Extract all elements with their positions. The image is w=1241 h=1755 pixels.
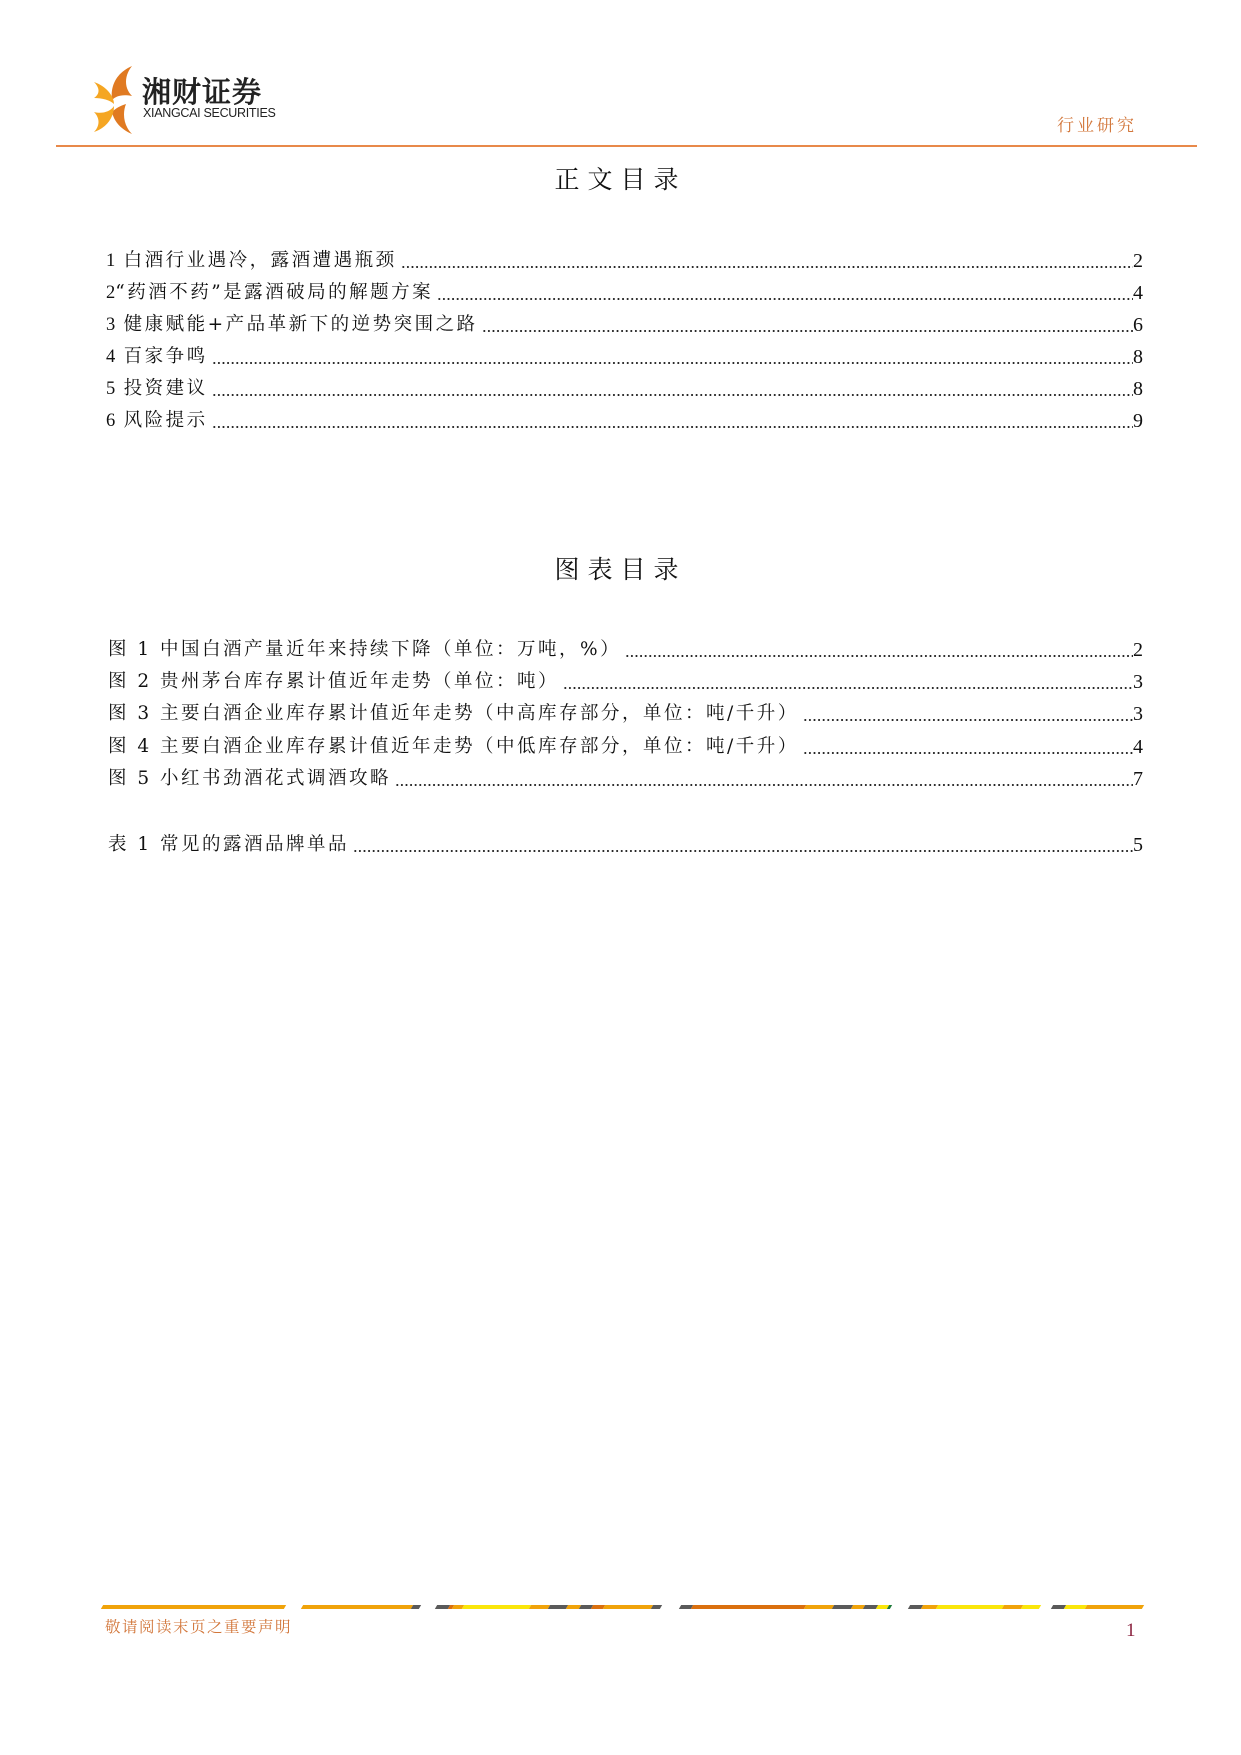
- figure-entry[interactable]: 图 4 主要白酒企业库存累计值近年走势（中低库存部分，单位：吨/千升） 4: [108, 736, 1143, 758]
- table-entry-label: 常见的露酒品牌单品: [160, 834, 350, 855]
- dot-leader: [563, 669, 1133, 695]
- toc-entry-page: 6: [1133, 314, 1143, 336]
- dot-leader: [212, 344, 1133, 370]
- toc-entry[interactable]: 2“药酒不药”是露酒破局的解题方案 4: [106, 282, 1143, 304]
- figure-entry-label: 主要白酒企业库存累计值近年走势（中低库存部分，单位：吨/千升）: [160, 736, 799, 757]
- dot-leader: [353, 832, 1133, 858]
- dot-leader: [212, 408, 1133, 434]
- table-entry-page: 5: [1133, 834, 1143, 856]
- figure-entry[interactable]: 图 1 中国白酒产量近年来持续下降（单位：万吨，%） 2: [108, 639, 1143, 661]
- dot-leader: [437, 280, 1133, 306]
- table-entry[interactable]: 表 1 常见的露酒品牌单品 5: [108, 834, 1143, 856]
- page-number: 1: [1126, 1620, 1136, 1641]
- figure-entry-page: 4: [1133, 736, 1143, 758]
- toc-entry-label: “药酒不药”是露酒破局的解题方案: [115, 282, 434, 303]
- dot-leader: [401, 248, 1133, 274]
- figure-entry-label: 小红书劲酒花式调酒攻略: [160, 768, 392, 789]
- figure-entry[interactable]: 图 2 贵州茅台库存累计值近年走势（单位：吨） 3: [108, 671, 1143, 693]
- toc-entry-page: 4: [1133, 282, 1143, 304]
- header-divider: [56, 145, 1197, 147]
- toc-entry[interactable]: 6 风险提示 9: [106, 410, 1143, 432]
- toc-entry-label: 白酒行业遇冷，露酒遭遇瓶颈: [123, 250, 397, 271]
- toc-entry-label: 风险提示: [123, 410, 208, 431]
- toc-entry-label: 百家争鸣: [123, 346, 208, 367]
- dot-leader: [395, 766, 1133, 792]
- dot-leader: [482, 312, 1133, 338]
- toc-entry-label: 健康赋能+产品革新下的逆势突围之路: [123, 314, 478, 335]
- figure-entry-label: 主要白酒企业库存累计值近年走势（中高库存部分，单位：吨/千升）: [160, 703, 799, 724]
- report-type-label: 行业研究: [1057, 116, 1137, 136]
- toc-entry[interactable]: 3 健康赋能+产品革新下的逆势突围之路 6: [106, 314, 1143, 336]
- figures-title: 图表目录: [554, 555, 687, 584]
- figure-entry[interactable]: 图 3 主要白酒企业库存累计值近年走势（中高库存部分，单位：吨/千升） 3: [108, 703, 1143, 725]
- figure-entry[interactable]: 图 5 小红书劲酒花式调酒攻略 7: [108, 768, 1143, 790]
- contents-title: 正文目录: [554, 165, 687, 194]
- figure-entry-page: 3: [1133, 671, 1143, 693]
- disclaimer-note: 敬请阅读末页之重要声明: [105, 1618, 293, 1636]
- dot-leader: [803, 734, 1133, 760]
- figure-entry-page: 7: [1133, 768, 1143, 790]
- brand-name-cn: 湘财证券: [142, 75, 263, 109]
- figure-entry-label: 中国白酒产量近年来持续下降（单位：万吨，%）: [160, 639, 622, 660]
- figure-entry-page: 2: [1133, 639, 1143, 661]
- toc-entry-page: 2: [1133, 250, 1143, 272]
- xiangcai-logo-icon: [92, 66, 134, 134]
- brand-name-en: XIANGCAI SECURITIES: [143, 106, 276, 120]
- toc-entry-page: 9: [1133, 410, 1143, 432]
- toc-entry-page: 8: [1133, 378, 1143, 400]
- dot-leader: [625, 637, 1133, 663]
- dot-leader: [212, 376, 1133, 402]
- toc-entry[interactable]: 1 白酒行业遇冷，露酒遭遇瓶颈 2: [106, 250, 1143, 272]
- figure-entry-page: 3: [1133, 703, 1143, 725]
- dot-leader: [803, 701, 1133, 727]
- figure-entry-label: 贵州茅台库存累计值近年走势（单位：吨）: [160, 671, 560, 692]
- toc-entry-page: 8: [1133, 346, 1143, 368]
- toc-entry[interactable]: 5 投资建议 8: [106, 378, 1143, 400]
- toc-entry-label: 投资建议: [123, 378, 208, 399]
- toc-entry[interactable]: 4 百家争鸣 8: [106, 346, 1143, 368]
- footer-decorative-bar: [102, 1605, 1143, 1609]
